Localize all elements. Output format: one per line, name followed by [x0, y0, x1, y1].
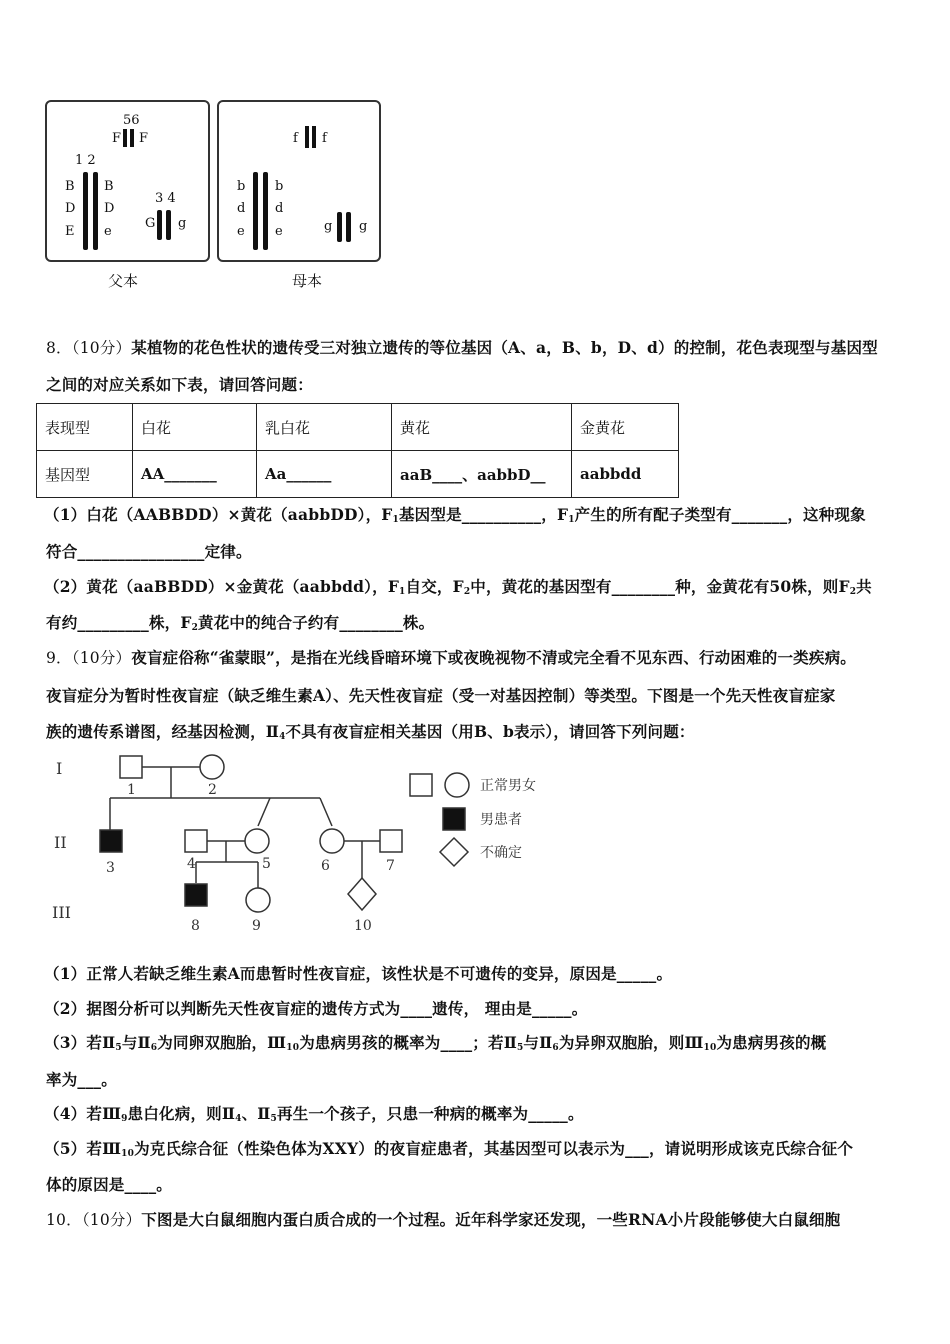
legend-normal-female [445, 773, 469, 797]
father-chromosome-box [45, 100, 210, 262]
pedigree-female-9 [246, 888, 270, 912]
mother-right-gene-d: d [275, 201, 284, 216]
father-caption: 父本 [108, 272, 139, 290]
generation-label-I: I [56, 759, 63, 778]
q8-sub2-line2: 有约_________株，$F_2$黄花中的纯合子约有________株。 [46, 613, 435, 633]
mother-right-gene-e: e [275, 224, 283, 239]
pedigree-label-10: 10 [354, 918, 372, 934]
q8-intro-line2: 之间的对应关系如下表，请回答问题： [46, 375, 313, 394]
father-right-gene-D: D [104, 201, 115, 216]
pedigree-male-7 [380, 830, 402, 852]
q9-sub5-line1: （5）若$Ⅲ_{10}$为克氏综合征（性染色体为XXY）的夜盲症患者，其基因型可以表示为___，请说明形成该克氏综合征个 [44, 1139, 854, 1159]
mother-chromosome-2 [263, 172, 268, 250]
father-chromosome-3 [157, 210, 162, 240]
pedigree-male-4 [185, 830, 207, 852]
generation-label-III: III [52, 903, 71, 922]
q9-sub3-line2: 率为___。 [46, 1070, 117, 1089]
mother-chromosome-6 [312, 126, 316, 148]
father-right-gene-e: e [104, 224, 112, 239]
father-left-gene-E: E [65, 224, 75, 239]
table-cell: 黄花 [392, 404, 572, 451]
father-label-34: 3 4 [155, 191, 176, 206]
q9-sub3-line1: （3）若$Ⅱ_5$与$Ⅱ_6$为同卵双胞胎，$Ⅲ_{10}$为患病男孩的概率为____；若$Ⅱ_5$与$Ⅱ_6$为异卵双胞胎，则$Ⅲ_{10}$为患病男孩的概 [44, 1033, 827, 1053]
table-cell: AA_______ [133, 451, 257, 498]
father-gene-g: g [178, 216, 187, 231]
mother-chromosome-box [217, 100, 381, 262]
mother-left-gene-d: d [237, 201, 246, 216]
father-chromosome-1 [83, 172, 88, 250]
mother-left-gene-e: e [237, 224, 245, 239]
mother-right-gene-b: b [275, 179, 284, 194]
q9-sub1: （1）正常人若缺乏维生素A而患暂时性夜盲症，该性状是不可遗传的变异，原因是_____。 [44, 964, 673, 983]
generation-label-II: II [54, 833, 67, 852]
mother-chromosome-diagram [219, 102, 379, 260]
father-label-12: 1 2 [75, 153, 96, 168]
mother-gene-f1: f [293, 131, 298, 146]
pedigree-chart [40, 750, 580, 940]
genotype-table [36, 403, 679, 498]
pedigree-uncertain-10 [348, 878, 376, 910]
q9-intro-line2: 夜盲症分为暂时性夜盲症（缺乏维生素A）、先天性夜盲症（受一对基因控制）等类型。下图是一个先天性夜盲症家 [46, 686, 836, 705]
father-label-56: 56 [123, 113, 140, 128]
pedigree-label-7: 7 [386, 858, 395, 874]
q9-intro-line3: 族的遗传系谱图，经基因检测，$Ⅱ_4$不具有夜盲症相关基因（用B、b表示），请回答下列问题： [46, 722, 695, 742]
pedigree-label-9: 9 [252, 918, 261, 934]
pedigree-affected-male-3 [100, 830, 122, 852]
q8-number: 8．（10分） [46, 339, 132, 357]
father-chromosome-5 [123, 129, 127, 147]
pedigree-label-4: 4 [187, 856, 196, 872]
father-chromosome-4 [166, 210, 171, 240]
mother-gene-f2: f [322, 131, 327, 146]
table-cell: aaB____、aabbD__ [392, 451, 572, 498]
pedigree-label-3: 3 [106, 860, 115, 876]
pedigree-label-2: 2 [208, 782, 217, 798]
q8-sub1-line1: （1）白花（AABBDD）×黄花（aabbDD），$F_1$基因型是__________，$F_1$产生的所有配子类型有_______，这种现象 [44, 505, 866, 525]
table-cell: 乳白花 [257, 404, 392, 451]
father-gene-F1: F [112, 131, 122, 146]
table-cell: 金黄花 [572, 404, 679, 451]
table-cell: 基因型 [37, 451, 133, 498]
father-gene-F2: F [139, 131, 149, 146]
mother-chromosome-1 [253, 172, 258, 250]
pedigree-female-5 [245, 829, 269, 853]
pedigree-female-6 [320, 829, 344, 853]
legend-uncertain [440, 838, 468, 866]
table-cell: aabbdd [572, 451, 679, 498]
q8-sub2-line1: （2）黄花（aaBBDD）×金黄花（aabbdd），$F_1$自交，$F_2$中，黄花的基因型有________种，金黄花有50株，则$F_2$共 [44, 577, 872, 597]
father-left-gene-D: D [65, 201, 76, 216]
q10-number: 10．（10分） [46, 1211, 142, 1229]
legend-normal-male [410, 774, 432, 796]
legend-label-affected: 男患者 [480, 812, 522, 828]
pedigree-label-6: 6 [321, 858, 330, 874]
q9-intro-line1: 9．（10分）夜盲症俗称“雀蒙眼”，是指在光线昏暗环境下或夜晚视物不清或完全看不见东西、行动困难的一类疾病。 [46, 648, 856, 667]
table-row [37, 451, 679, 498]
table-cell: 表现型 [37, 404, 133, 451]
father-chromosome-6 [130, 129, 134, 147]
q9-number: 9．（10分） [46, 649, 132, 667]
father-gene-G: G [145, 216, 156, 231]
q8-intro-line1: 8．（10分）某植物的花色性状的遗传受三对独立遗传的等位基因（A、a，B、b，D、d）的控制，花色表现型与基因型 [46, 338, 878, 357]
pedigree-male-1 [120, 756, 142, 778]
pedigree-female-2 [200, 755, 224, 779]
father-left-gene-B: B [65, 179, 75, 194]
q9-sub5-line2: 体的原因是____。 [46, 1175, 173, 1194]
father-right-gene-B: B [104, 179, 114, 194]
mother-chromosome-4 [346, 212, 351, 242]
table-row [37, 404, 679, 451]
father-chromosome-2 [93, 172, 98, 250]
q8-sub1-line2: 符合________________定律。 [46, 542, 252, 561]
mother-left-gene-b: b [237, 179, 246, 194]
father-chromosome-diagram [47, 102, 208, 260]
mother-chromosome-5 [305, 126, 309, 148]
table-cell: Aa______ [257, 451, 392, 498]
legend-affected-male [443, 808, 465, 830]
q9-sub2: （2）据图分析可以判断先天性夜盲症的遗传方式为____遗传， 理由是_____。 [44, 999, 588, 1018]
pedigree-label-5: 5 [262, 856, 271, 872]
pedigree-affected-male-8 [185, 884, 207, 906]
q9-sub4: （4）若$Ⅲ_9$患白化病，则$Ⅱ_4$、$Ⅱ_5$再生一个孩子，只患一种病的概率为_____。 [44, 1104, 584, 1124]
q10-line1: 10．（10分）下图是大白鼠细胞内蛋白质合成的一个过程。近年科学家还发现，一些RNA小片段能够使大白鼠细胞 [46, 1210, 841, 1229]
mother-chromosome-3 [337, 212, 342, 242]
pedigree-label-1: 1 [127, 782, 136, 798]
legend-label-normal: 正常男女 [480, 778, 536, 794]
mother-gene-g1: g [324, 219, 333, 234]
pedigree-label-8: 8 [191, 918, 200, 934]
legend-label-uncertain: 不确定 [480, 845, 522, 861]
table-cell: 白花 [133, 404, 257, 451]
mother-gene-g2: g [359, 219, 368, 234]
mother-caption: 母本 [292, 272, 323, 290]
